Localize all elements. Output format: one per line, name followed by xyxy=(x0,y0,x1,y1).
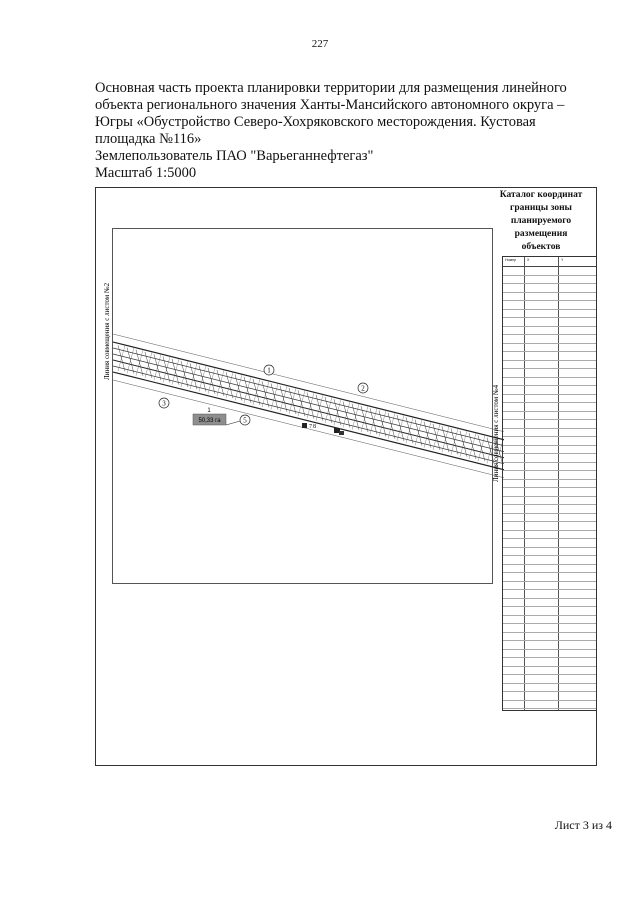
table-row xyxy=(503,480,596,489)
svg-text:2: 2 xyxy=(361,384,365,393)
table-row xyxy=(503,565,596,574)
svg-text:1: 1 xyxy=(207,408,211,414)
table-row xyxy=(503,675,596,684)
table-row xyxy=(503,318,596,327)
table-row xyxy=(503,386,596,395)
table-row xyxy=(503,641,596,650)
hatch-marks xyxy=(118,345,503,466)
column-header-x: X xyxy=(527,258,530,262)
table-row xyxy=(503,429,596,438)
table-row xyxy=(503,701,596,710)
table-row xyxy=(503,361,596,370)
table-row xyxy=(503,403,596,412)
table-row xyxy=(503,310,596,319)
svg-text:50,33 га: 50,33 га xyxy=(198,418,221,424)
title-line: площадка №116» xyxy=(95,131,202,147)
table-row xyxy=(503,395,596,404)
table-row xyxy=(503,573,596,582)
table-row xyxy=(503,437,596,446)
table-row xyxy=(503,293,596,302)
table-row xyxy=(503,514,596,523)
table-row xyxy=(503,692,596,701)
corridor-line xyxy=(113,360,505,458)
table-row xyxy=(503,471,596,480)
corridor-line xyxy=(113,366,505,464)
sheet-label: Лист 3 из 4 xyxy=(554,818,612,832)
scale-line: Масштаб 1:5000 xyxy=(95,165,197,181)
svg-text:5: 5 xyxy=(243,416,247,425)
column-header-number: Номер xyxy=(505,258,517,262)
table-row xyxy=(503,505,596,514)
table-row xyxy=(503,539,596,548)
catalog-title: Каталог координат границы зоны планируемого размещения объектов xyxy=(499,190,583,252)
table-row xyxy=(503,556,596,565)
table-row xyxy=(503,352,596,361)
callout-3 xyxy=(159,398,169,408)
land-user-line: Землепользователь ПАО "Варьеганнефтегаз" xyxy=(95,148,374,164)
table-row xyxy=(503,301,596,310)
table-header xyxy=(503,257,596,267)
area-badge xyxy=(193,408,226,425)
table-row xyxy=(503,590,596,599)
callout-8: 8 xyxy=(313,424,316,430)
table-row xyxy=(503,531,596,540)
column-header-y: Y xyxy=(561,258,564,262)
table-row xyxy=(503,446,596,455)
table-row xyxy=(503,488,596,497)
table-row xyxy=(503,582,596,591)
callout-7: 7 xyxy=(309,424,312,430)
corridor-boundary-line xyxy=(113,372,505,470)
left-edge-label: Линия совмещения с листом №2 xyxy=(103,282,111,380)
table-row xyxy=(503,335,596,344)
callout-1 xyxy=(264,365,274,375)
table-row xyxy=(503,616,596,625)
callout-5 xyxy=(226,415,250,425)
title-line: объекта регионального значения Ханты-Мансийского автономного округа – xyxy=(95,97,565,113)
table-row xyxy=(503,599,596,608)
table-row xyxy=(503,667,596,676)
table-row xyxy=(503,344,596,353)
table-row xyxy=(503,522,596,531)
coordinate-table xyxy=(502,256,597,711)
table-row xyxy=(503,267,596,276)
table-row xyxy=(503,607,596,616)
table-row xyxy=(503,284,596,293)
table-row xyxy=(503,369,596,378)
corridor-line xyxy=(113,348,505,446)
corridor-line xyxy=(113,334,505,432)
table-row xyxy=(503,548,596,557)
table-row xyxy=(503,327,596,336)
table-row xyxy=(503,497,596,506)
title-line: Югры «Обустройство Северо-Хохряковского месторождения. Кустовая xyxy=(95,114,536,130)
page-number: 227 xyxy=(311,38,329,50)
table-row xyxy=(503,658,596,667)
corridor-lines xyxy=(113,334,505,478)
table-row xyxy=(503,463,596,472)
right-edge-label: Линия совмещения с листом №4 xyxy=(492,384,500,482)
table-row xyxy=(503,633,596,642)
table-row xyxy=(503,420,596,429)
svg-text:1: 1 xyxy=(267,366,271,375)
table-row xyxy=(503,454,596,463)
table-row xyxy=(503,650,596,659)
table-row xyxy=(503,276,596,285)
table-row xyxy=(503,684,596,693)
table-row xyxy=(503,624,596,633)
table-row xyxy=(503,378,596,387)
callout-2 xyxy=(358,383,368,393)
table-row xyxy=(503,412,596,421)
svg-text:3: 3 xyxy=(162,399,166,408)
title-line: Основная часть проекта планировки территории для размещения линейного xyxy=(95,80,567,96)
